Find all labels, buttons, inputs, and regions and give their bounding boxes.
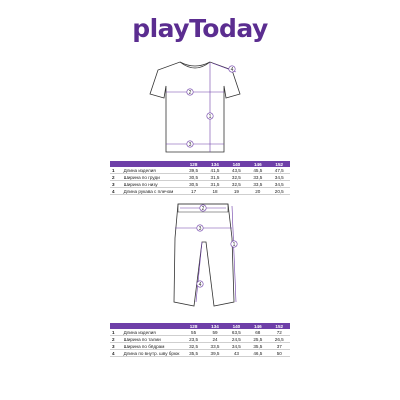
pants-outline xyxy=(174,204,234,306)
row-value: 32,5 xyxy=(183,343,204,350)
row-value: 17 xyxy=(183,188,204,195)
row-value: 47,5 xyxy=(269,167,290,174)
row-value: 20,5 xyxy=(269,188,290,195)
row-value: 33,5 xyxy=(247,181,268,188)
row-value: 55 xyxy=(183,329,204,336)
tshirt-callout-4: 4 xyxy=(230,66,234,73)
row-value: 68 xyxy=(247,329,268,336)
row-value: 34,5 xyxy=(269,181,290,188)
row-value: 30,5 xyxy=(183,181,204,188)
size-header: 134 xyxy=(204,161,225,167)
row-value: 46,5 xyxy=(247,350,268,357)
row-value: 72 xyxy=(269,329,290,336)
row-label: Длина рукава с плечом xyxy=(122,188,183,195)
pants-callout-3: 3 xyxy=(198,225,202,232)
row-value: 18 xyxy=(204,188,225,195)
pants-callout-4: 4 xyxy=(198,281,202,288)
row-number: 4 xyxy=(110,188,122,195)
row-label: Длина по внутр. шву брюк xyxy=(122,350,183,357)
row-value: 41,5 xyxy=(204,167,225,174)
row-value: 39,5 xyxy=(183,167,204,174)
row-value: 30,5 xyxy=(183,174,204,181)
size-header: 146 xyxy=(247,323,268,329)
pants-callout-1: 1 xyxy=(232,241,236,248)
row-label: Ширина по талии xyxy=(122,336,183,343)
row-value: 33,5 xyxy=(247,174,268,181)
row-value: 32,5 xyxy=(226,174,247,181)
row-number: 3 xyxy=(110,343,122,350)
row-number: 1 xyxy=(110,167,122,174)
row-value: 35,5 xyxy=(247,343,268,350)
row-label: Ширина по груди xyxy=(122,174,183,181)
row-value: 45,5 xyxy=(247,167,268,174)
size-header: 146 xyxy=(247,161,268,167)
row-value: 37 xyxy=(269,343,290,350)
row-number: 2 xyxy=(110,336,122,343)
row-value: 19 xyxy=(226,188,247,195)
row-label: Ширина по низу xyxy=(122,181,183,188)
row-value: 50 xyxy=(269,350,290,357)
row-value: 31,5 xyxy=(204,174,225,181)
tshirt-callout-1: 1 xyxy=(208,113,212,120)
row-value: 59 xyxy=(204,329,225,336)
row-value: 24 xyxy=(204,336,225,343)
size-header: 134 xyxy=(204,323,225,329)
row-number: 4 xyxy=(110,350,122,357)
row-value: 39,5 xyxy=(204,350,225,357)
row-value: 24,5 xyxy=(226,336,247,343)
row-value: 63,5 xyxy=(226,329,247,336)
row-value: 25,5 xyxy=(247,336,268,343)
table-row xyxy=(110,188,290,195)
row-value: 26,5 xyxy=(269,336,290,343)
table-row xyxy=(110,336,290,343)
row-value: 43 xyxy=(226,350,247,357)
brand-logo: playToday xyxy=(132,14,268,43)
row-value: 23,5 xyxy=(183,336,204,343)
row-value: 34,5 xyxy=(226,343,247,350)
pants-size-table xyxy=(110,323,290,357)
tshirt-size-table xyxy=(110,161,290,195)
row-value: 43,5 xyxy=(226,167,247,174)
row-label: Длина изделия xyxy=(122,167,183,174)
row-value: 34,5 xyxy=(269,174,290,181)
pants-callout-2: 2 xyxy=(201,205,205,212)
table-row xyxy=(110,181,290,188)
row-value: 20 xyxy=(247,188,268,195)
row-label: Длина изделия xyxy=(122,329,183,336)
row-value: 32,5 xyxy=(226,181,247,188)
tshirt-drawing xyxy=(140,56,250,156)
row-label: Ширина по бёдрам xyxy=(122,343,183,350)
row-value: 35,5 xyxy=(183,350,204,357)
size-header: 128 xyxy=(183,323,204,329)
row-number: 1 xyxy=(110,329,122,336)
pants-drawing xyxy=(160,198,250,313)
tshirt-callout-3: 3 xyxy=(188,141,192,148)
tshirt-outline xyxy=(150,62,240,152)
row-number: 2 xyxy=(110,174,122,181)
size-header: 140 xyxy=(226,161,247,167)
table-row xyxy=(110,174,290,181)
row-value: 31,5 xyxy=(204,181,225,188)
table-row xyxy=(110,343,290,350)
size-header: 140 xyxy=(226,323,247,329)
row-number: 3 xyxy=(110,181,122,188)
size-header: 152 xyxy=(269,161,290,167)
tshirt-callout-2: 2 xyxy=(188,89,192,96)
size-header: 128 xyxy=(183,161,204,167)
row-value: 33,5 xyxy=(204,343,225,350)
size-header: 152 xyxy=(269,323,290,329)
table-row xyxy=(110,350,290,357)
